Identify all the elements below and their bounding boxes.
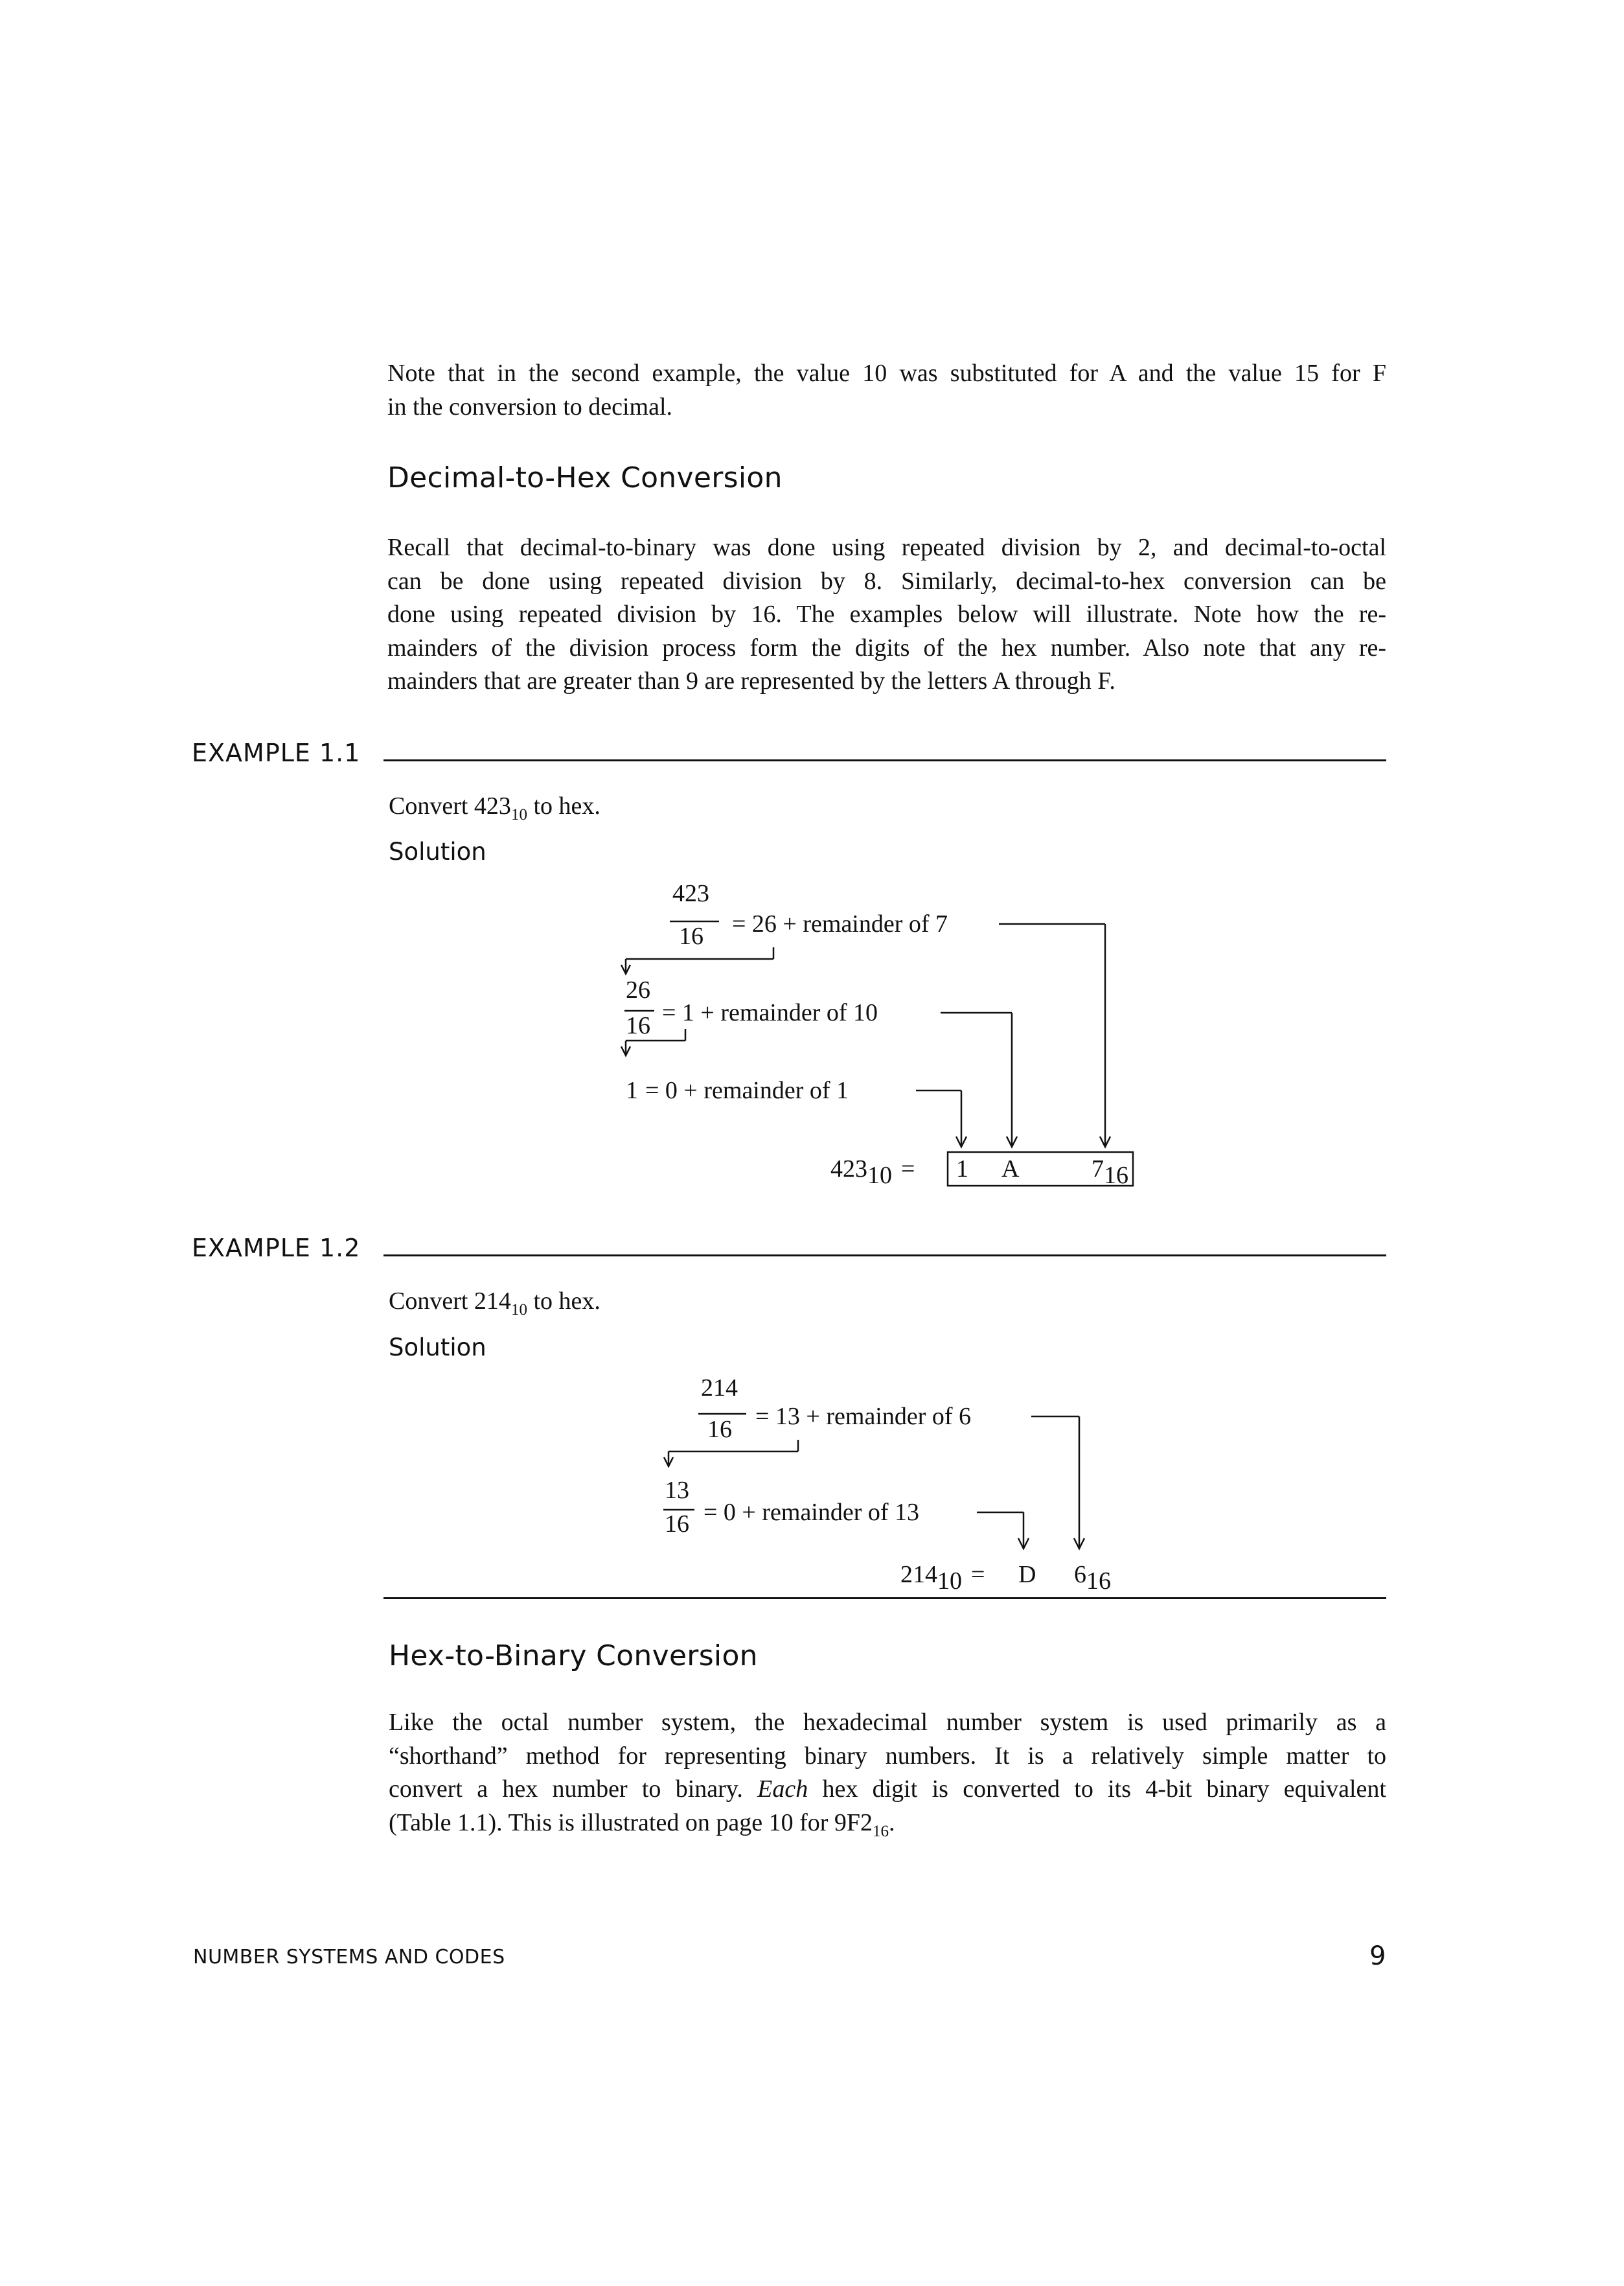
hex-digit: 616 [1074,1561,1111,1595]
example-rule [383,759,1386,761]
hex-digit: 716 [1092,1155,1128,1189]
running-footer: NUMBER SYSTEMS AND CODES [193,1946,505,1968]
hex-digit: D [1018,1561,1036,1588]
text-line: (Table 1.1). This is illustrated on page 10 for $9F2_{16}$. [389,1808,895,1840]
example2-division-diagram [622,1368,1140,1595]
step-equation: = 1 + remainder of 10 [662,999,878,1026]
fraction-numerator: 214 [701,1374,738,1402]
intro-paragraph [387,357,1386,424]
example-label: EXAMPLE 1.1 [192,739,361,767]
hex-digit: 1 [956,1155,968,1183]
hex-digit: A [1001,1155,1020,1183]
text-line: Like the octal number system, the hexadecimal number system is used primarily as a [389,1709,1386,1736]
example-prompt: Convert $423_{10}$ to hex. [389,792,600,824]
section-heading-decimal-to-hex: Decimal-to-Hex Conversion [387,461,783,494]
fraction-numerator: 423 [672,880,709,907]
example1-division-diagram [583,875,1198,1212]
section2-paragraph [389,1706,1386,1840]
example-prompt: Convert $214_{10}$ to hex. [389,1287,600,1319]
fraction-denominator: 16 [679,923,703,950]
text-line: done using repeated division by 16. The examples below will illustrate. Note how the re- [387,601,1386,628]
text-line: can be done using repeated division by 8. Similarly, decimal-to-hex conversion can be [387,567,1386,595]
text-line: Note that in the second example, the value 10 was substituted for A and the value 15 for F [387,360,1386,387]
text-line: in the conversion to decimal. [387,393,673,421]
example-end-rule [383,1597,1386,1599]
example-rule [383,1254,1386,1256]
result-value: 21410 = [900,1561,985,1595]
section-heading-hex-to-binary: Hex-to-Binary Conversion [389,1639,758,1672]
section1-paragraph [387,531,1386,698]
example-label: EXAMPLE 1.2 [192,1234,361,1262]
solution-label: Solution [389,1334,486,1361]
text-line: “shorthand” method for representing binary numbers. It is a relatively simple matter to [389,1742,1386,1770]
step-equation: = 13 + remainder of 6 [755,1403,972,1430]
step-equation: = 0 + remainder of 13 [703,1499,920,1526]
result-value: 42310 = [830,1155,915,1189]
fraction-numerator: 13 [665,1477,689,1504]
text-line: mainders of the division process form the digits of the hex number. Also note that any re- [387,634,1386,662]
fraction-denominator: 16 [626,1012,650,1039]
quotient-one: 1 [626,1077,638,1104]
solution-label: Solution [389,838,486,866]
text-line: convert a hex number to binary. Each hex digit is converted to its 4-bit binary equivalent [389,1775,1386,1803]
fraction-denominator: 16 [707,1416,732,1443]
step-equation: = 26 + remainder of 7 [732,910,948,938]
text-line: Recall that decimal-to-binary was done using repeated division by 2, and decimal-to-octal [387,534,1386,561]
text-line: mainders that are greater than 9 are represented by the letters A through F. [387,667,1115,695]
fraction-denominator: 16 [665,1510,689,1538]
step-equation: = 0 + remainder of 1 [645,1077,849,1104]
fraction-numerator: 26 [626,976,650,1004]
page-number: 9 [1369,1941,1386,1971]
